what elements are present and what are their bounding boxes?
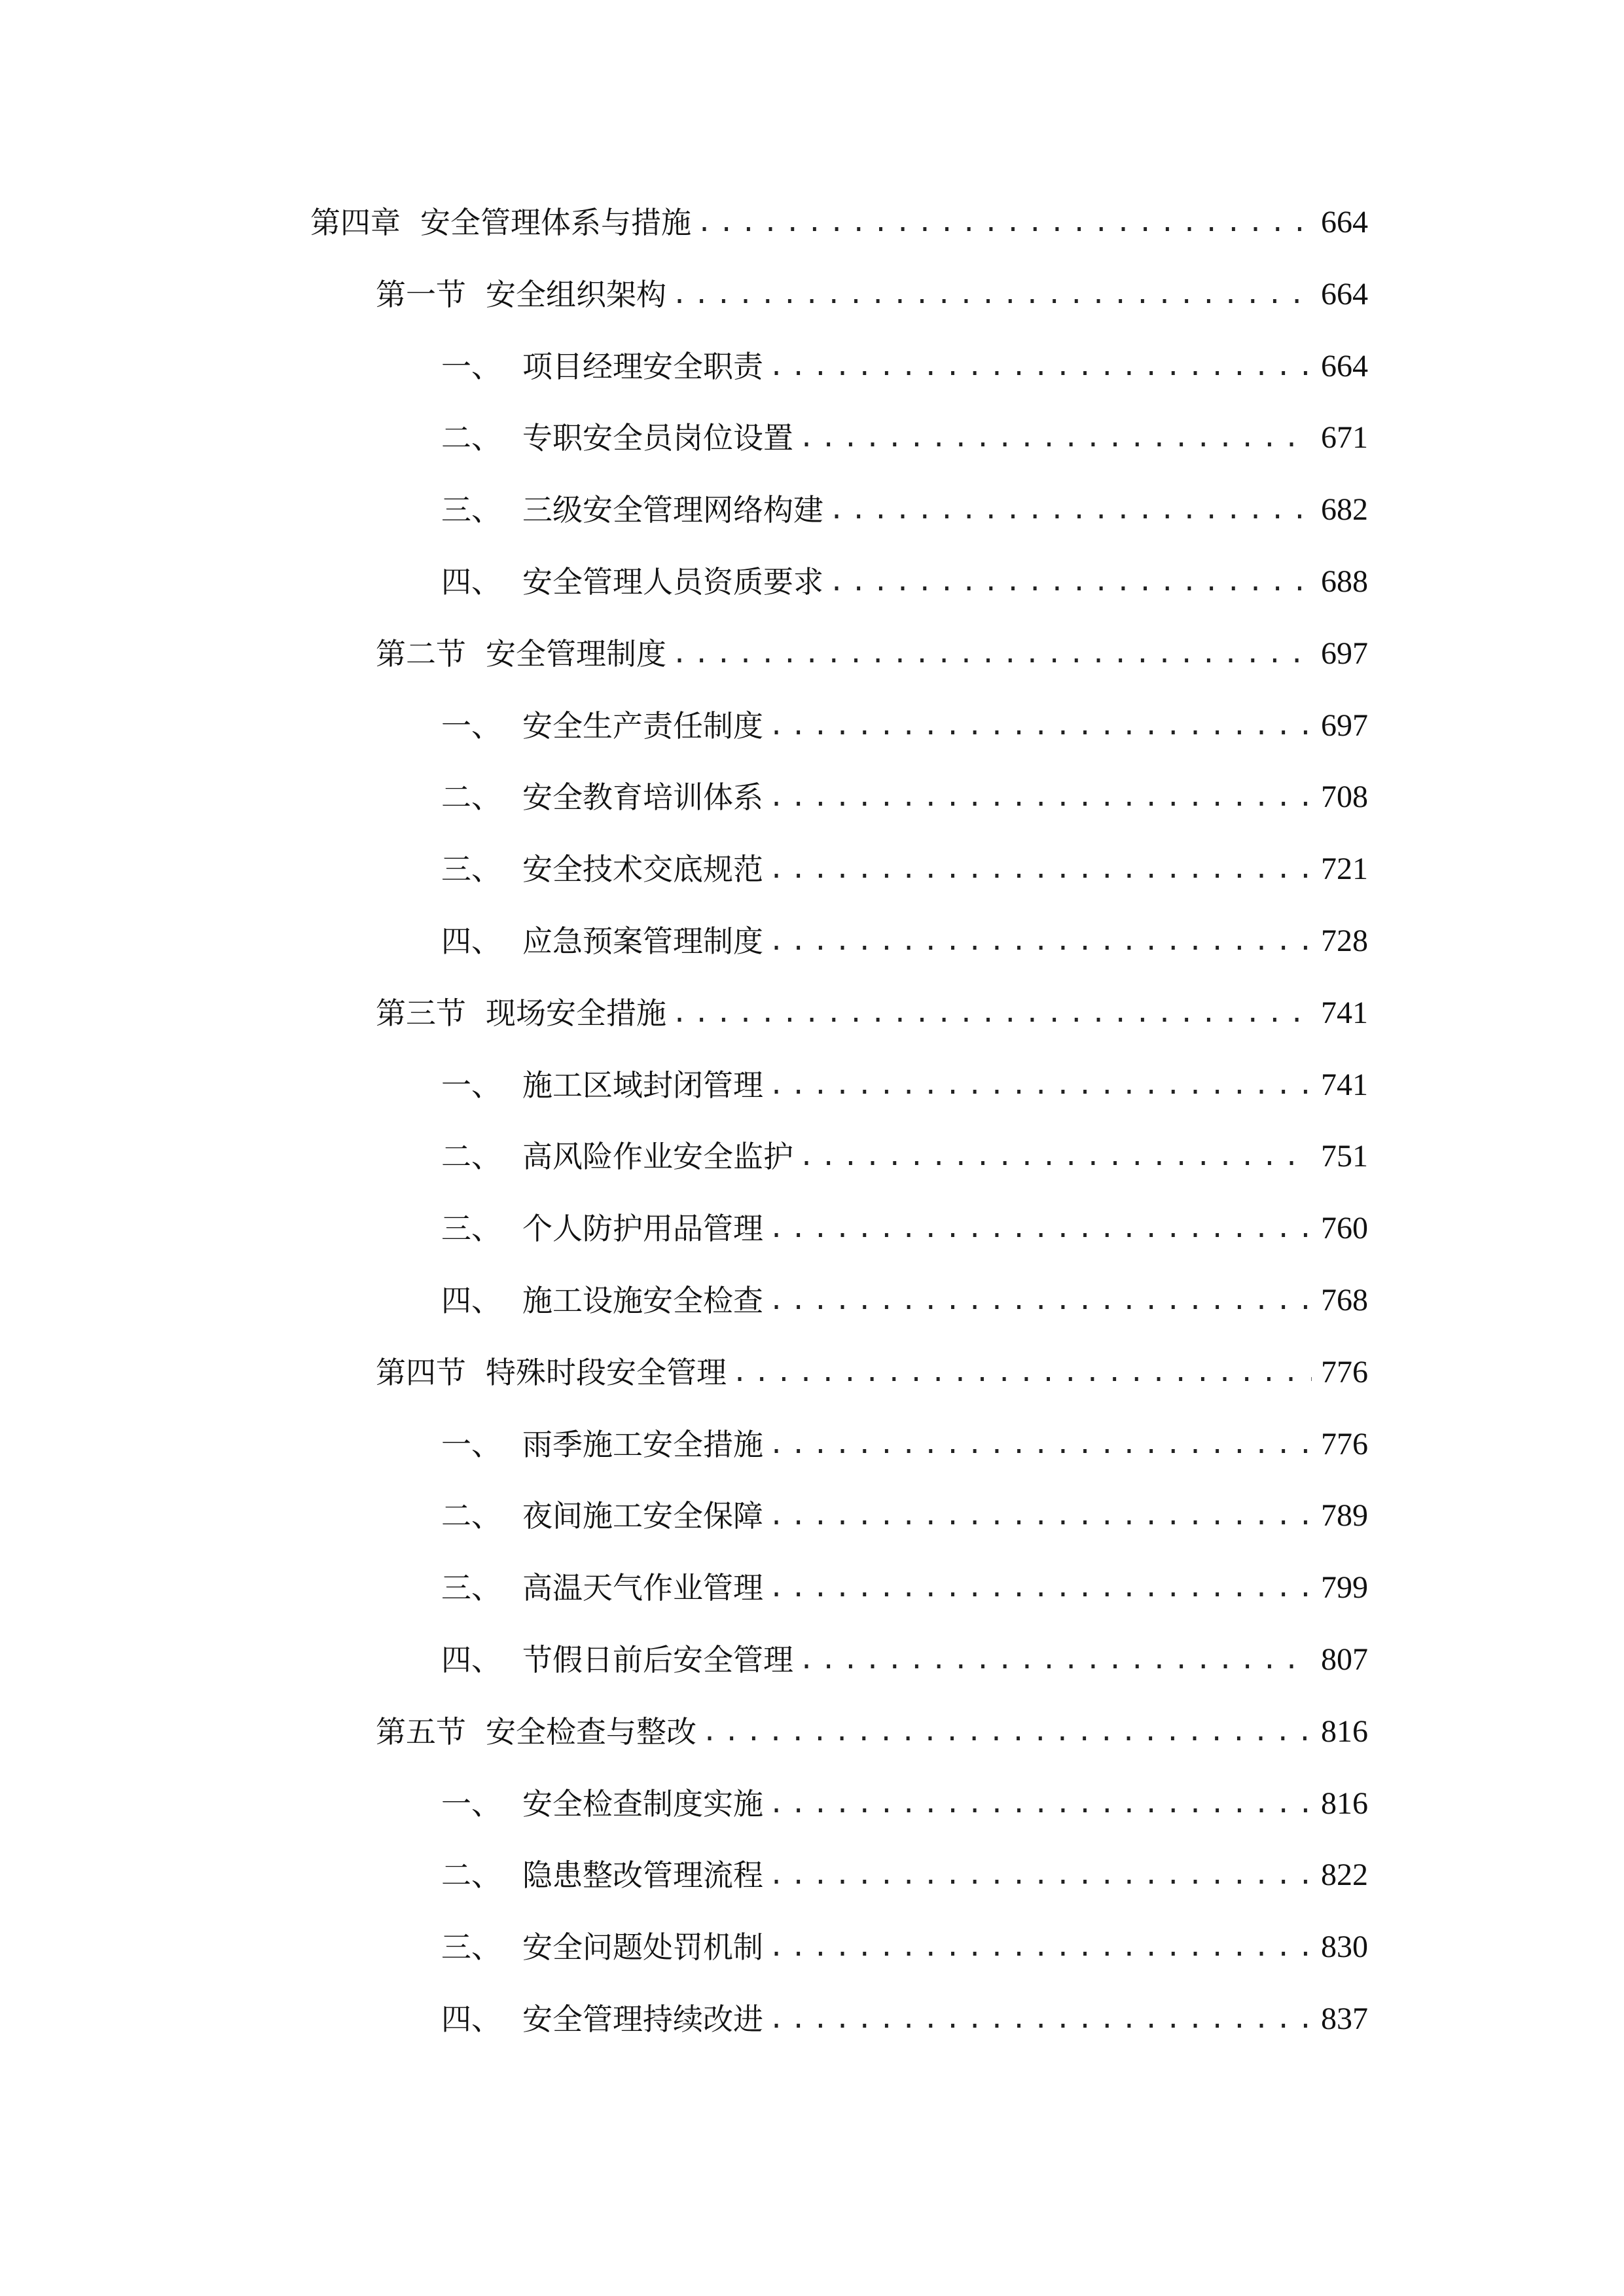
toc-page-number: 799 xyxy=(1321,1570,1368,1605)
toc-entry-label xyxy=(441,1784,763,1823)
toc-dot-leader xyxy=(829,490,1312,529)
toc-entry-label xyxy=(441,1066,763,1105)
toc-entry-title: 高风险作业安全监护 xyxy=(522,1139,793,1174)
toc-entry-number: 一、 xyxy=(441,349,501,384)
toc-page-number: 768 xyxy=(1321,1283,1368,1318)
toc-entry-title: 安全技术交底规范 xyxy=(522,852,763,887)
toc-dot-leader xyxy=(702,1712,1312,1751)
toc-entry-subsection[interactable] xyxy=(441,477,1368,529)
toc-page-number: 760 xyxy=(1321,1211,1368,1246)
toc-dot-leader xyxy=(799,1137,1312,1176)
toc-page-number: 776 xyxy=(1321,1355,1368,1390)
toc-entry-label xyxy=(441,418,793,457)
toc-page-number: 751 xyxy=(1321,1139,1368,1174)
toc-entry-title: 项目经理安全职责 xyxy=(522,349,763,384)
toc-entry-label xyxy=(441,850,763,889)
toc-entry-title: 高温天气作业管理 xyxy=(522,1570,763,1605)
toc-entry-number: 四、 xyxy=(441,2001,501,2037)
toc-entry-subsection[interactable] xyxy=(441,1196,1368,1248)
toc-entry-label xyxy=(441,1425,763,1464)
toc-entry-subsection[interactable] xyxy=(441,836,1368,889)
toc-entry-number: 一、 xyxy=(441,708,501,744)
toc-dot-leader xyxy=(672,275,1312,314)
toc-entry-title: 应急预案管理制度 xyxy=(522,924,763,959)
toc-entry-label xyxy=(376,994,666,1033)
toc-entry-title: 安全管理制度 xyxy=(486,636,666,672)
toc-dot-leader xyxy=(768,1856,1312,1895)
toc-dot-leader xyxy=(829,562,1312,601)
toc-page-number: 728 xyxy=(1321,924,1368,958)
toc-entry-number: 三、 xyxy=(441,492,501,528)
toc-page-number: 807 xyxy=(1321,1642,1368,1677)
toc-entry-number: 一、 xyxy=(441,1427,501,1462)
toc-entry-subsection[interactable] xyxy=(441,1842,1368,1895)
toc-page-number: 741 xyxy=(1321,996,1368,1030)
toc-entry-subsection[interactable] xyxy=(441,1412,1368,1464)
toc-dot-leader xyxy=(768,1209,1312,1248)
toc-entry-section[interactable] xyxy=(376,980,1368,1033)
toc-entry-label xyxy=(441,562,823,601)
toc-page-number: 664 xyxy=(1321,277,1368,312)
toc-page-number: 837 xyxy=(1321,2001,1368,2036)
toc-entry-label xyxy=(376,1353,727,1392)
toc-entry-subsection[interactable] xyxy=(441,764,1368,817)
toc-entry-number: 第四章 xyxy=(310,205,401,240)
toc-dot-leader xyxy=(768,1568,1312,1607)
toc-entry-number: 二、 xyxy=(441,1857,501,1893)
toc-entry-label xyxy=(441,1640,793,1679)
toc-entry-number: 三、 xyxy=(441,1929,501,1965)
toc-entry-title: 安全管理持续改进 xyxy=(522,2001,763,2037)
toc-dot-leader xyxy=(768,922,1312,961)
toc-entry-title: 个人防护用品管理 xyxy=(522,1211,763,1246)
toc-page-number: 682 xyxy=(1321,492,1368,527)
toc-entry-title: 隐患整改管理流程 xyxy=(522,1857,763,1893)
toc-page-number: 721 xyxy=(1321,852,1368,886)
toc-entry-subsection[interactable] xyxy=(441,1124,1368,1176)
toc-dot-leader xyxy=(768,1784,1312,1823)
toc-entry-number: 二、 xyxy=(441,1139,501,1174)
toc-entry-label xyxy=(441,1856,763,1895)
toc-dot-leader xyxy=(768,347,1312,386)
toc-entry-label xyxy=(441,2000,763,2039)
toc-entry-subsection[interactable] xyxy=(441,1771,1368,1823)
toc-entry-title: 施工区域封闭管理 xyxy=(522,1067,763,1103)
toc-entry-subsection[interactable] xyxy=(441,1483,1368,1535)
toc-page-number: 789 xyxy=(1321,1498,1368,1533)
toc-entry-number: 三、 xyxy=(441,852,501,887)
toc-entry-number: 四、 xyxy=(441,924,501,959)
toc-entry-subsection[interactable] xyxy=(441,1052,1368,1105)
toc-entry-label xyxy=(441,1568,763,1607)
toc-page-number: 830 xyxy=(1321,1929,1368,1964)
toc-entry-subsection[interactable] xyxy=(441,405,1368,457)
toc-page-number: 741 xyxy=(1321,1067,1368,1102)
toc-entry-title: 三级安全管理网络构建 xyxy=(522,492,823,528)
toc-entry-label xyxy=(441,1281,763,1320)
toc-entry-title: 安全生产责任制度 xyxy=(522,708,763,744)
toc-entry-title: 现场安全措施 xyxy=(486,996,666,1031)
toc-page-number: 697 xyxy=(1321,708,1368,743)
toc-entry-number: 四、 xyxy=(441,1283,501,1318)
toc-entry-label xyxy=(441,706,763,745)
toc-dot-leader xyxy=(768,1496,1312,1535)
toc-entry-number: 四、 xyxy=(441,1642,501,1677)
toc-entry-subsection[interactable] xyxy=(441,334,1368,386)
toc-entry-title: 安全管理人员资质要求 xyxy=(522,564,823,600)
toc-dot-leader xyxy=(672,634,1312,673)
toc-dot-leader xyxy=(768,1928,1312,1967)
toc-entry-subsection[interactable] xyxy=(441,908,1368,961)
toc-entry-label xyxy=(441,347,763,386)
toc-entry-number: 一、 xyxy=(441,1067,501,1103)
toc-page-number: 816 xyxy=(1321,1786,1368,1821)
toc-entry-label xyxy=(441,1496,763,1535)
toc-entry-title: 安全检查制度实施 xyxy=(522,1786,763,1821)
toc-entry-number: 二、 xyxy=(441,420,501,456)
toc-entry-subsection[interactable] xyxy=(441,693,1368,745)
toc-dot-leader xyxy=(768,850,1312,889)
toc-entry-subsection[interactable] xyxy=(441,549,1368,601)
toc-entry-number: 二、 xyxy=(441,780,501,815)
toc-dot-leader xyxy=(799,1640,1312,1679)
toc-page-number: 664 xyxy=(1321,349,1368,384)
toc-entry-label xyxy=(376,1712,696,1751)
toc-page-number: 671 xyxy=(1321,420,1368,455)
toc-entry-title: 安全教育培训体系 xyxy=(522,780,763,815)
toc-entry-title: 夜间施工安全保障 xyxy=(522,1498,763,1534)
toc-page-number: 688 xyxy=(1321,564,1368,599)
toc-entry-title: 安全组织架构 xyxy=(486,277,666,312)
toc-entry-label xyxy=(441,1209,763,1248)
toc-dot-leader xyxy=(768,1425,1312,1464)
toc-entry-label xyxy=(441,778,763,817)
toc-page-number: 708 xyxy=(1321,780,1368,814)
toc-entry-number: 第五节 xyxy=(376,1714,466,1749)
toc-entry-title: 节假日前后安全管理 xyxy=(522,1642,793,1677)
toc-entry-number: 第二节 xyxy=(376,636,466,672)
toc-dot-leader xyxy=(768,706,1312,745)
toc-dot-leader xyxy=(732,1353,1312,1392)
toc-entry-subsection[interactable] xyxy=(441,1268,1368,1320)
toc-dot-leader xyxy=(768,2000,1312,2039)
toc-entry-number: 第三节 xyxy=(376,996,466,1031)
toc-entry-label xyxy=(376,275,666,314)
toc-entry-subsection[interactable] xyxy=(441,1914,1368,1967)
toc-entry-number: 四、 xyxy=(441,564,501,600)
toc-entry-number: 三、 xyxy=(441,1570,501,1605)
toc-entry-title: 安全问题处罚机制 xyxy=(522,1929,763,1965)
toc-entry-label xyxy=(441,490,823,529)
toc-entry-subsection[interactable] xyxy=(441,1986,1368,2039)
toc-entry-subsection[interactable] xyxy=(441,1555,1368,1607)
toc-entry-title: 安全检查与整改 xyxy=(486,1714,696,1749)
toc-entry-title: 专职安全员岗位设置 xyxy=(522,420,793,456)
toc-entry-label xyxy=(441,1928,763,1967)
toc-entry-label xyxy=(310,203,691,242)
toc-entry-number: 三、 xyxy=(441,1211,501,1246)
toc-entry-number: 第一节 xyxy=(376,277,466,312)
toc-entry-number: 一、 xyxy=(441,1786,501,1821)
toc-entry-number: 二、 xyxy=(441,1498,501,1534)
toc-dot-leader xyxy=(768,1281,1312,1320)
toc-entry-chapter[interactable] xyxy=(310,190,1368,242)
toc-entry-number: 第四节 xyxy=(376,1355,466,1390)
toc-dot-leader xyxy=(799,418,1312,457)
toc-dot-leader xyxy=(672,994,1312,1033)
toc-dot-leader xyxy=(768,1066,1312,1105)
toc-dot-leader xyxy=(768,778,1312,817)
toc-entry-label xyxy=(441,922,763,961)
toc-entry-section[interactable] xyxy=(376,262,1368,314)
toc-entry-label xyxy=(376,634,666,673)
toc-entry-subsection[interactable] xyxy=(441,1627,1368,1679)
toc-entry-section[interactable] xyxy=(376,1340,1368,1392)
toc-page-number: 822 xyxy=(1321,1857,1368,1892)
toc-dot-leader xyxy=(696,203,1312,242)
toc-entry-label xyxy=(441,1137,793,1176)
toc-page-number: 816 xyxy=(1321,1714,1368,1749)
toc-page-number: 664 xyxy=(1321,205,1368,240)
toc-entry-title: 特殊时段安全管理 xyxy=(486,1355,727,1390)
toc-entry-section[interactable] xyxy=(376,621,1368,673)
toc-entry-title: 安全管理体系与措施 xyxy=(420,205,691,240)
toc-page-number: 697 xyxy=(1321,636,1368,671)
toc-entry-title: 施工设施安全检查 xyxy=(522,1283,763,1318)
toc-entry-title: 雨季施工安全措施 xyxy=(522,1427,763,1462)
toc-page-number: 776 xyxy=(1321,1427,1368,1462)
toc-entry-section[interactable] xyxy=(376,1699,1368,1751)
